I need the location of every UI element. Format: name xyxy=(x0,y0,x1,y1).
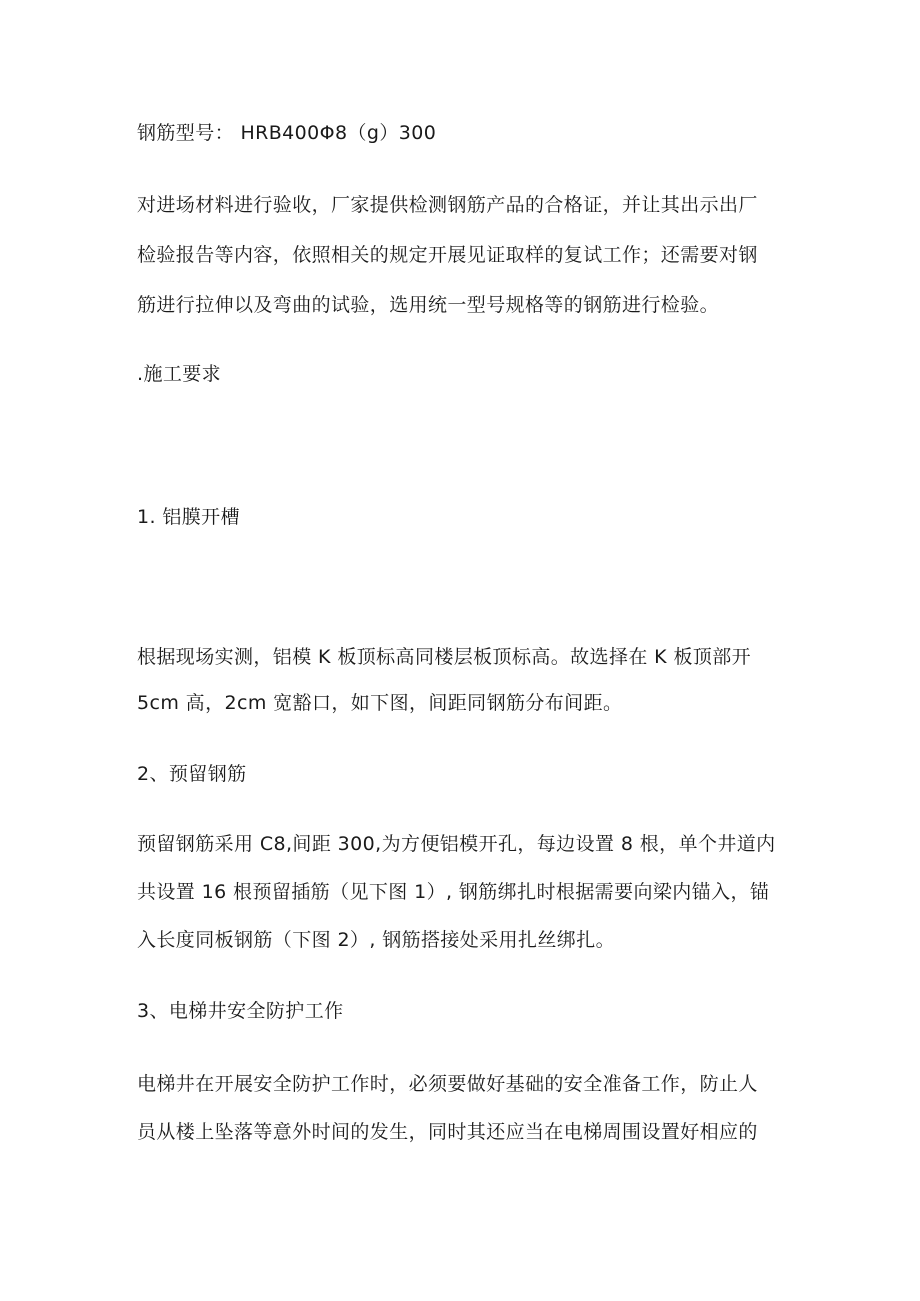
rebar-spec-line: 钢筋型号： HRB400Φ8（g）300 xyxy=(137,122,437,144)
heading-aluminum-slot: 1. 铝膜开槽 xyxy=(137,506,240,528)
heading-elevator-safety: 3、电梯井安全防护工作 xyxy=(137,1000,344,1022)
paragraph-line: 筋进行拉伸以及弯曲的试验，选用统一型号规格等的钢筋进行检验。 xyxy=(137,294,720,316)
paragraph-line: 入长度同板钢筋（下图 2）, 钢筋搭接处采用扎丝绑扎。 xyxy=(137,929,616,951)
paragraph-line: 预留钢筋采用 C8,间距 300,为方便铝模开孔，每边设置 8 根，单个井道内 xyxy=(137,833,776,855)
paragraph-line: 共设置 16 根预留插筋（见下图 1）, 钢筋绑扎时根据需要向梁内锚入，锚 xyxy=(137,881,770,903)
paragraph-line: 电梯井在开展安全防护工作时，必须要做好基础的安全准备工作，防止人 xyxy=(137,1073,758,1095)
paragraph-line: 对进场材料进行验收，厂家提供检测钢筋产品的合格证，并让其出示出厂 xyxy=(137,194,758,216)
paragraph-line: 5cm 高，2cm 宽豁口，如下图，间距同钢筋分布间距。 xyxy=(137,692,623,714)
section-title-construction: .施工要求 xyxy=(137,363,222,385)
paragraph-line: 根据现场实测，铝模 K 板顶标高同楼层板顶标高。故选择在 K 板顶部开 xyxy=(137,646,752,668)
paragraph-line: 员从楼上坠落等意外时间的发生，同时其还应当在电梯周围设置好相应的 xyxy=(137,1121,758,1143)
heading-reserved-rebar: 2、预留钢筋 xyxy=(137,763,247,785)
paragraph-line: 检验报告等内容，依照相关的规定开展见证取样的复试工作；还需要对钢 xyxy=(137,244,758,266)
